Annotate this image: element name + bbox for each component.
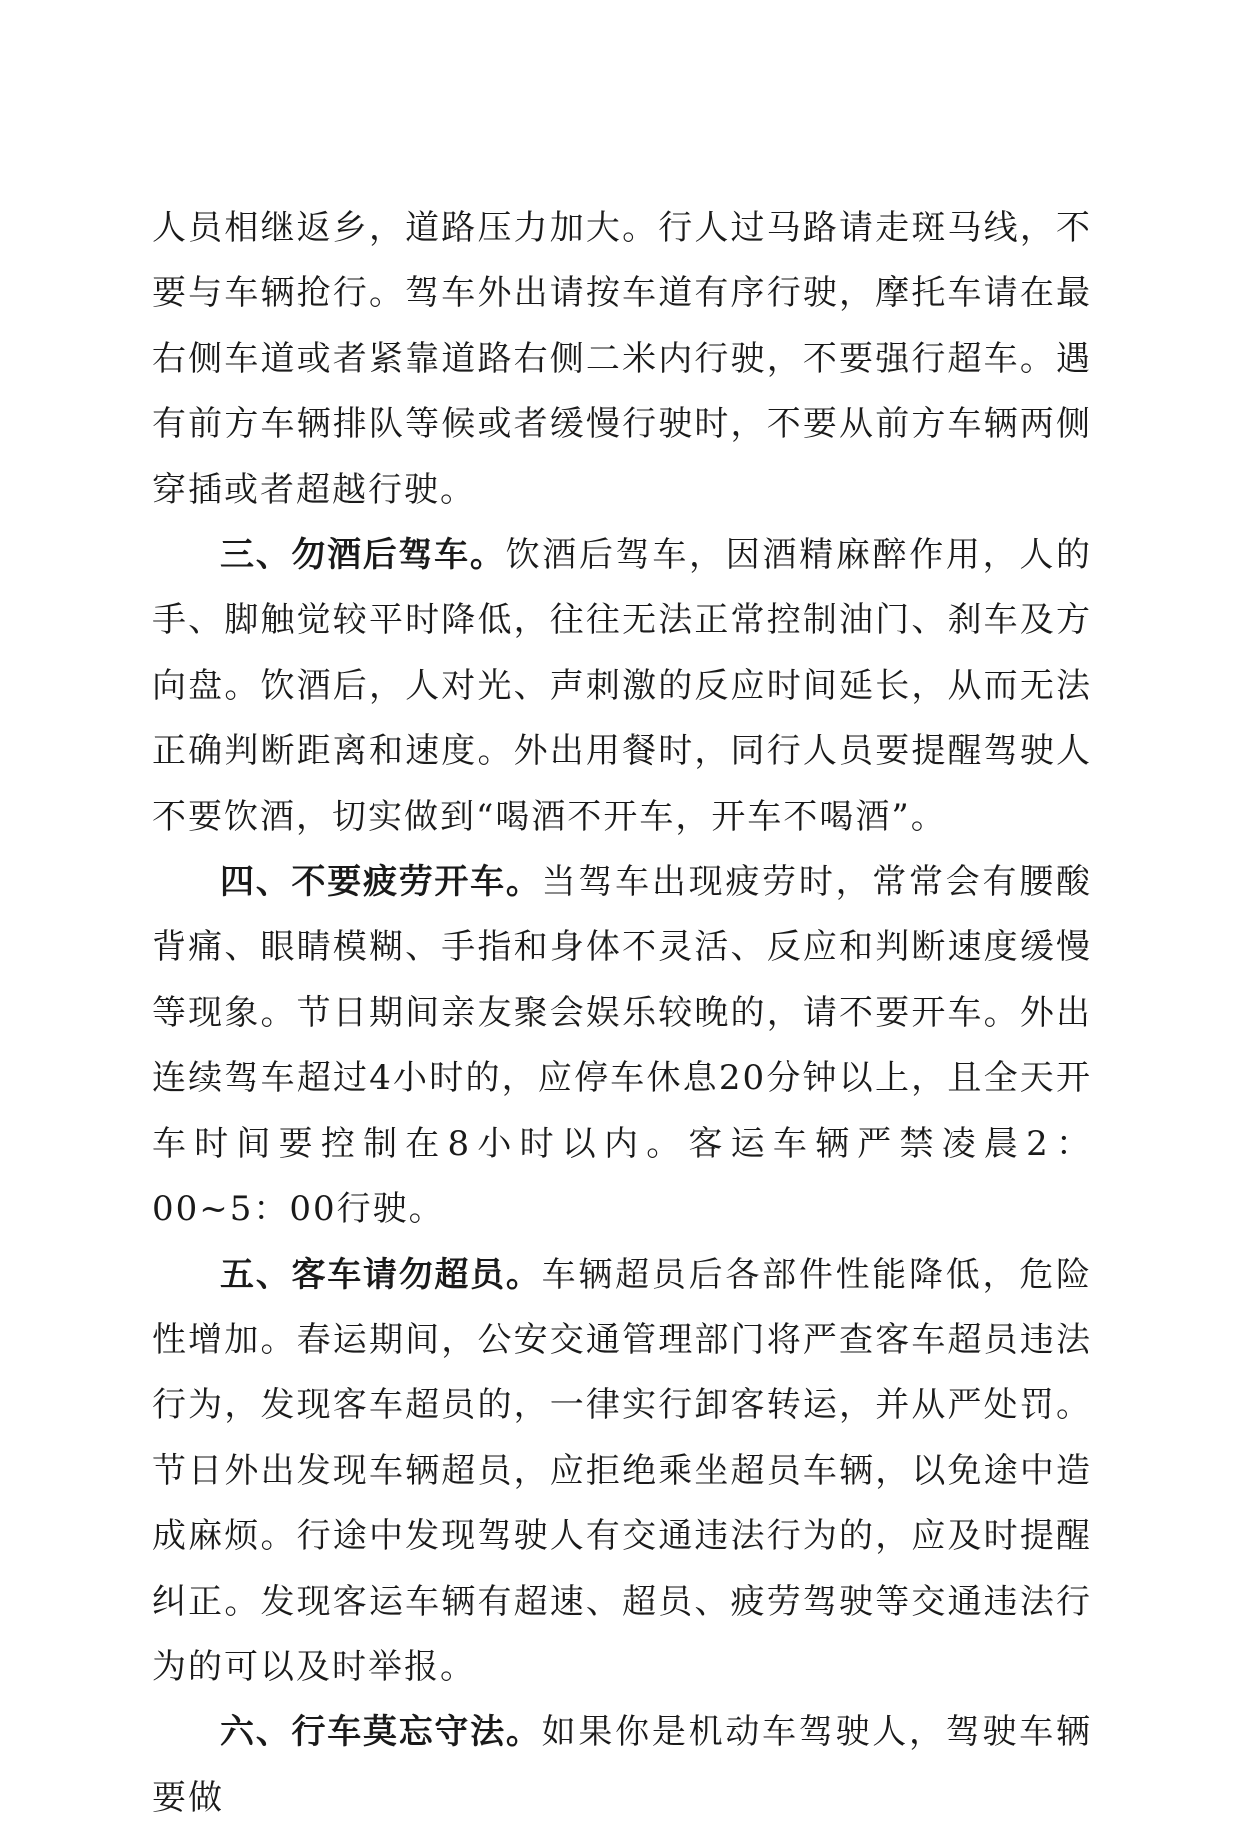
paragraph-text: 如果你是机动车驾驶人，驾驶车辆要做	[152, 1712, 1093, 1818]
section-heading: 六、行车莫忘守法。	[220, 1712, 542, 1753]
paragraph-no-fatigue-driving	[152, 850, 1092, 1242]
paragraph-text: 人员相继返乡，道路压力加大。行人过马路请走斑马线，不要与车辆抢行。驾车外出请按车道有序行驶，摩托车请在最右侧车道或者紧靠道路右侧二米内行驶，不要强行超车。遇有前方车辆排队等候或者缓慢行驶时，不要从前方车辆两侧穿插或者超越行驶。	[152, 208, 1092, 510]
paragraph-obey-law	[152, 1700, 1092, 1831]
document-body	[152, 196, 1092, 1831]
section-heading: 三、勿酒后驾车。	[220, 535, 506, 576]
section-heading: 五、客车请勿超员。	[220, 1254, 542, 1295]
paragraph-text: 车辆超员后各部件性能降低，危险性增加。春运期间，公安交通管理部门将严查客车超员违法行为，发现客车超员的，一律实行卸客转运，并从严处罚。节日外出发现车辆超员，应拒绝乘坐超员车辆，以免途中造成麻烦。行途中发现驾驶人有交通违法行为的，应及时提醒纠正。发现客运车辆有超速、超员、疲劳驾驶等交通违法行为的可以及时举报。	[152, 1254, 1093, 1687]
paragraph-text: 当驾车出现疲劳时，常常会有腰酸背痛、眼睛模糊、手指和身体不灵活、反应和判断速度缓慢等现象。节日期间亲友聚会娱乐较晚的，请不要开车。外出连续驾车超过4小时的，应停车休息20分钟以上，且全天开车时间要控制在8小时以内。客运车辆严禁凌晨2：00~5：00行驶。	[152, 862, 1093, 1230]
paragraph-continuation	[152, 196, 1092, 523]
paragraph-text: 饮酒后驾车，因酒精麻醉作用，人的手、脚触觉较平时降低，往往无法正常控制油门、刹车及方向盘。饮酒后，人对光、声刺激的反应时间延长，从而无法正确判断距离和速度。外出用餐时，同行人员要提醒驾驶人不要饮酒，切实做到“喝酒不开车，开车不喝酒”。	[152, 535, 1093, 837]
paragraph-no-overloading	[152, 1243, 1092, 1701]
section-heading: 四、不要疲劳开车。	[220, 862, 542, 903]
paragraph-no-drunk-driving	[152, 523, 1092, 850]
